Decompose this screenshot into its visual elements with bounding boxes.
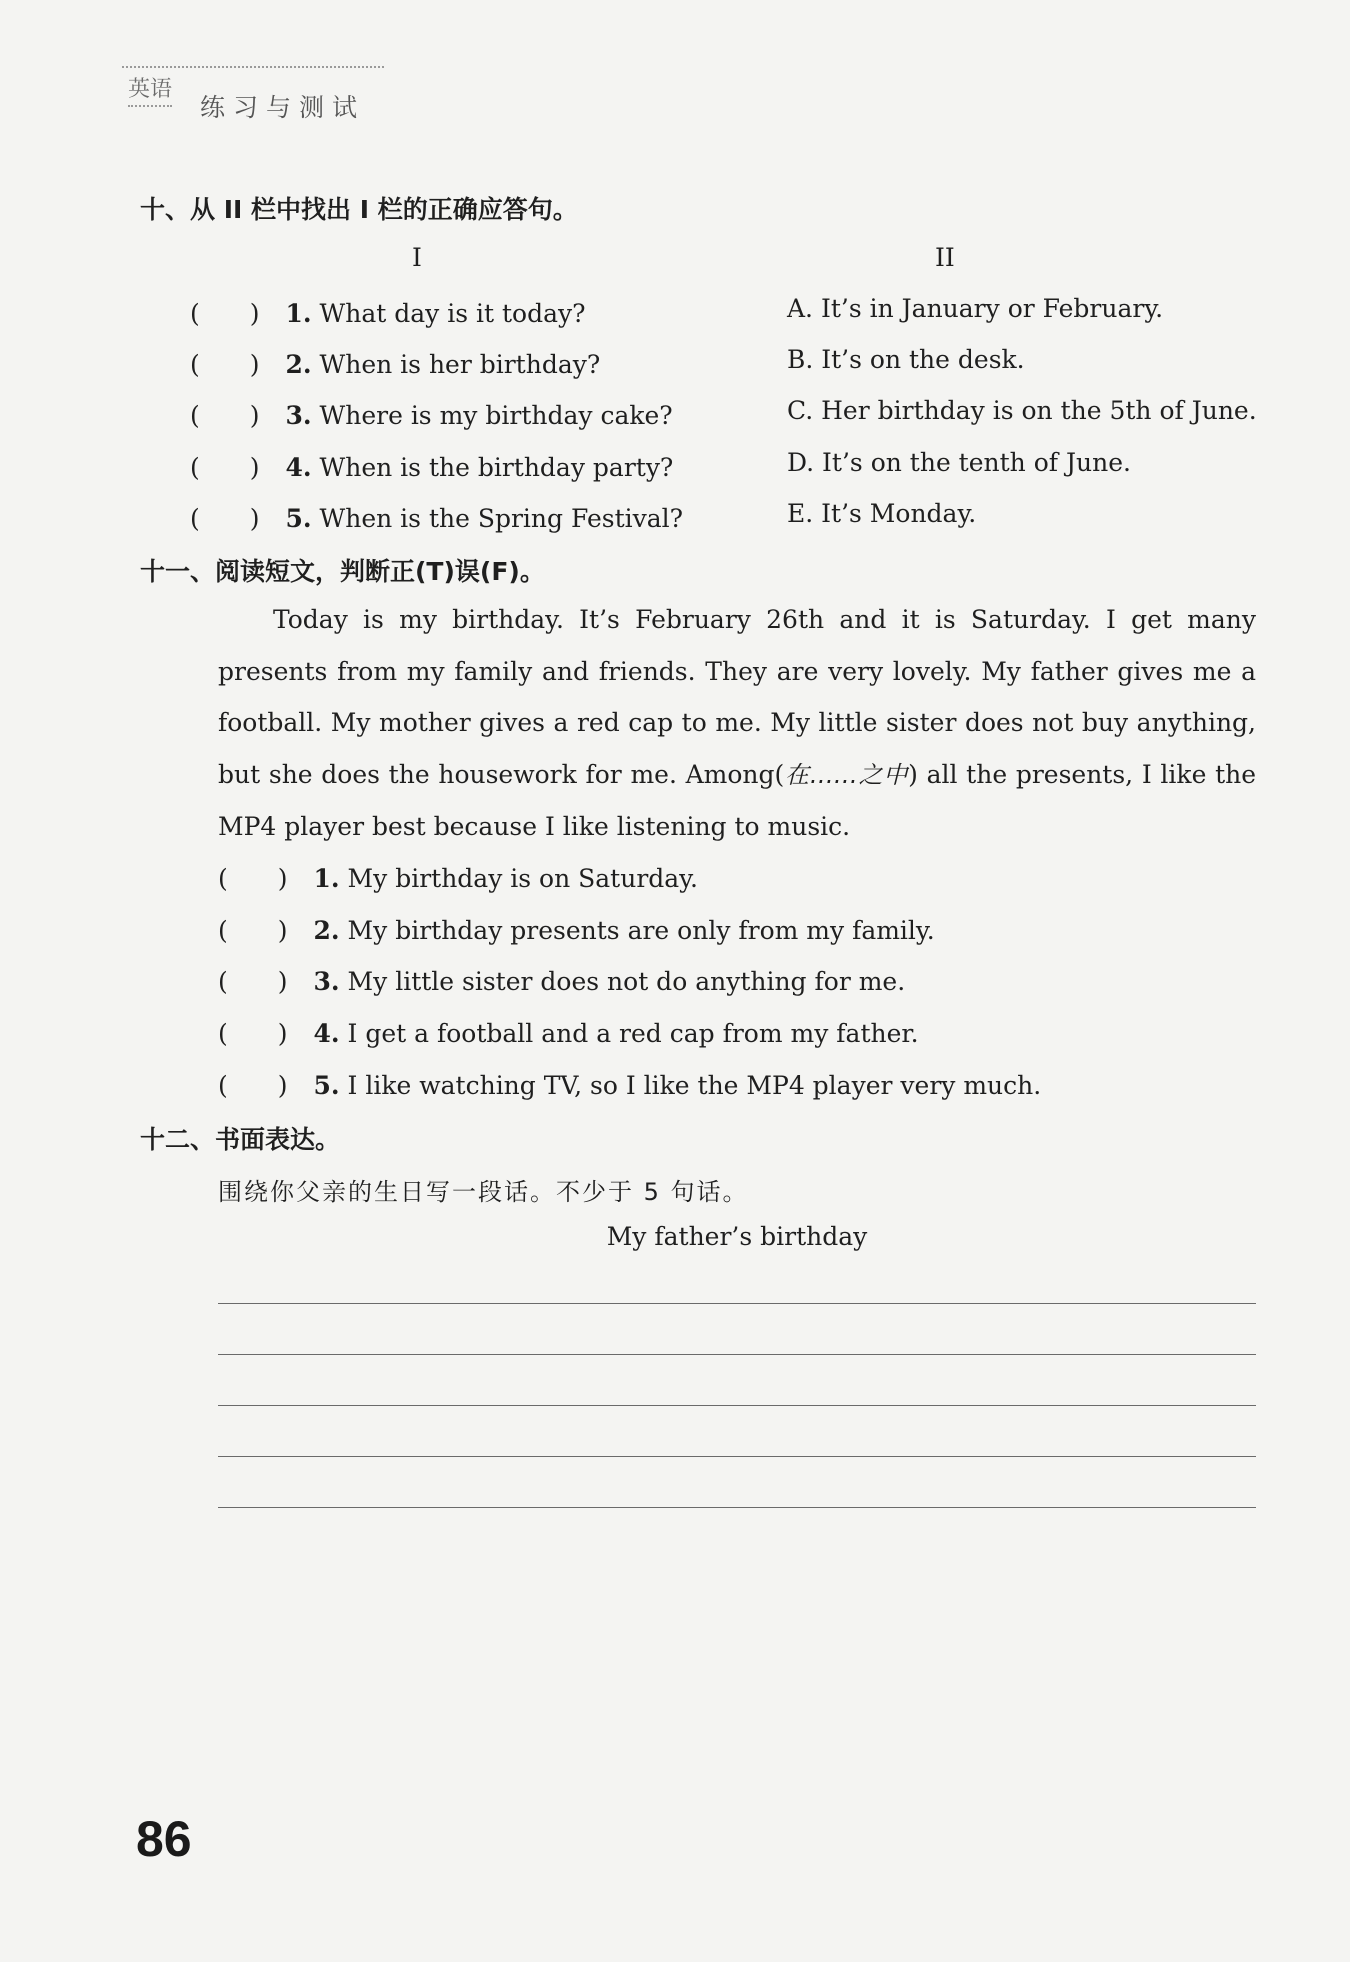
answer-blank[interactable]: ( ) [190, 299, 260, 328]
item-number: 4. [313, 1019, 340, 1048]
item-number: 3. [313, 967, 340, 996]
answer-blank[interactable]: ( ) [218, 1019, 288, 1048]
passage-text-2: ) all the presents, I like the MP4 player best because I like listening to music. [218, 759, 1257, 842]
passage-gloss: 在……之中 [784, 760, 909, 789]
answer-option-e: E. It’s Monday. [787, 499, 977, 528]
page-number: 86 [136, 1811, 192, 1867]
question-text: When is the Spring Festival? [319, 504, 684, 533]
answer-blank[interactable]: ( ) [218, 916, 288, 945]
list-item [190, 294, 586, 330]
list-item [218, 1066, 1041, 1102]
item-number: 2. [285, 350, 312, 379]
list-item [218, 1014, 919, 1050]
statement-text: My birthday is on Saturday. [347, 864, 698, 893]
item-number: 4. [285, 453, 312, 482]
answer-option-a: A. It’s in January or February. [787, 294, 1164, 323]
answer-blank[interactable]: ( ) [190, 504, 260, 533]
statement-text: I like watching TV, so I like the MP4 player very much. [347, 1071, 1042, 1100]
item-number: 1. [285, 299, 312, 328]
writing-line[interactable] [218, 1303, 1256, 1304]
list-item [190, 396, 673, 432]
section-12-title: 十二、书面表达。 [140, 1125, 341, 1154]
statement-text: I get a football and a red cap from my father. [347, 1019, 919, 1048]
list-item [218, 859, 698, 895]
writing-instruction: 围绕你父亲的生日写一段话。不少于 5 句话。 [218, 1178, 749, 1206]
answer-blank[interactable]: ( ) [218, 864, 288, 893]
list-item [218, 911, 935, 947]
item-number: 3. [285, 401, 312, 430]
reading-passage [218, 594, 1256, 853]
statement-text: My little sister does not do anything for me. [347, 967, 906, 996]
writing-title: My father’s birthday [606, 1222, 868, 1251]
answer-blank[interactable]: ( ) [218, 967, 288, 996]
statement-text: My birthday presents are only from my family. [347, 916, 935, 945]
item-number: 2. [313, 916, 340, 945]
list-item [190, 448, 673, 484]
answer-blank[interactable]: ( ) [190, 453, 260, 482]
list-item [218, 962, 905, 998]
answer-option-b: B. It’s on the desk. [787, 345, 1025, 374]
answer-option-c: C. Her birthday is on the 5th of June. [787, 396, 1257, 425]
answer-blank[interactable]: ( ) [218, 1071, 288, 1100]
list-item [190, 499, 683, 535]
answer-option-d: D. It’s on the tenth of June. [787, 448, 1131, 477]
item-number: 5. [313, 1071, 340, 1100]
question-text: When is the birthday party? [319, 453, 674, 482]
header-title: 练习与测试 [200, 93, 366, 122]
passage-text-1: Today is my birthday. It’s February 26th and it is Saturday. I get many presents from my family and friends. They are very lovely. My father gives me a football. My mother gives a red cap to me. My little sister does not buy anything, but she does the housework for me. Among( [218, 605, 1256, 789]
question-text: Where is my birthday cake? [319, 401, 673, 430]
item-number: 1. [313, 864, 340, 893]
writing-line[interactable] [218, 1456, 1256, 1457]
question-text: When is her birthday? [319, 350, 601, 379]
writing-line[interactable] [218, 1354, 1256, 1355]
list-item [190, 345, 600, 381]
answer-blank[interactable]: ( ) [190, 401, 260, 430]
section-10-title: 十、从 II 栏中找出 I 栏的正确应答句。 [140, 195, 578, 224]
writing-line[interactable] [218, 1507, 1256, 1508]
section-11-title: 十一、阅读短文，判断正(T)误(F)。 [140, 557, 545, 586]
item-number: 5. [285, 504, 312, 533]
answer-blank[interactable]: ( ) [190, 350, 260, 379]
column-2-header: II [935, 243, 955, 272]
column-1-header: I [412, 243, 422, 272]
question-text: What day is it today? [319, 299, 586, 328]
header-subject: 英语 [128, 72, 172, 107]
writing-line[interactable] [218, 1405, 1256, 1406]
